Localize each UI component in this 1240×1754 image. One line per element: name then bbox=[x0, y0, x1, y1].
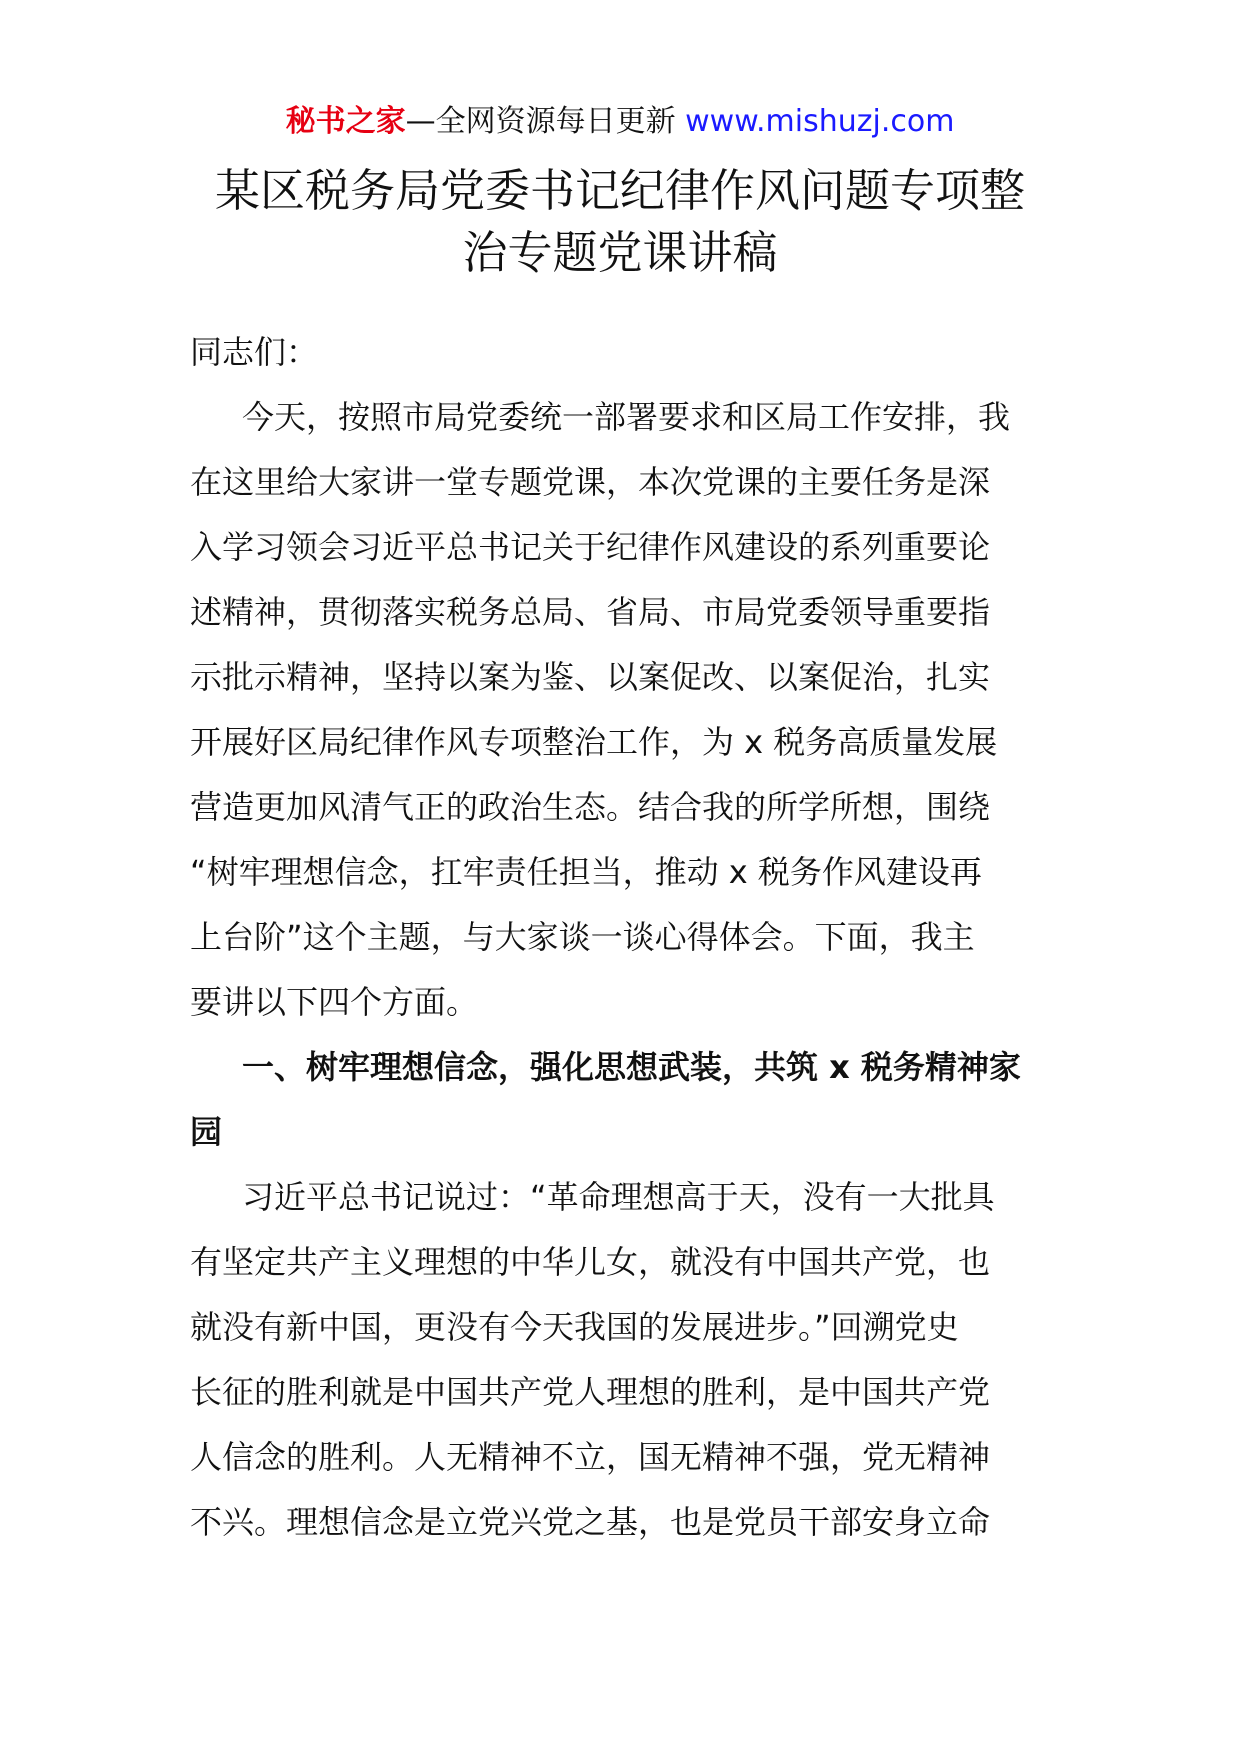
paragraph-line: 人信念的胜利。人无精神不立，国无精神不强，党无精神 bbox=[190, 1438, 991, 1476]
paragraph-line: 要讲以下四个方面。 bbox=[190, 983, 479, 1021]
paragraph-line: 今天，按照市局党委统一部署要求和区局工作安排，我 bbox=[242, 398, 1011, 436]
salutation-text: 同志们： bbox=[190, 333, 319, 371]
title-line: 某区税务局党委书记纪律作风问题专项整 bbox=[214, 164, 1025, 217]
paragraph-line: 在这里给大家讲一堂专题党课，本次党课的主要任务是深 bbox=[190, 463, 991, 501]
salutation bbox=[190, 320, 1060, 385]
document-title bbox=[150, 160, 1090, 284]
paragraph-line: 有坚定共产主义理想的中华儿女，就没有中国共产党，也 bbox=[190, 1243, 991, 1281]
paragraph-line: 述精神，贯彻落实税务总局、省局、市局党委领导重要指 bbox=[190, 593, 991, 631]
brand-name: 秘书之家 bbox=[285, 104, 406, 139]
paragraph-line: 不兴。理想信念是立党兴党之基，也是党员干部安身立命 bbox=[190, 1503, 991, 1541]
website-link[interactable]: www.mishuzj.com bbox=[685, 104, 955, 139]
heading-line: 一、树牢理想信念，强化思想武装，共筑 x 税务精神家 bbox=[242, 1048, 1021, 1086]
brand-tagline: —全网资源每日更新 bbox=[405, 104, 676, 139]
title-line: 治专题党课讲稿 bbox=[462, 226, 778, 279]
paragraph-line: 开展好区局纪律作风专项整治工作，为 x 税务高质量发展 bbox=[190, 723, 998, 761]
document-body bbox=[190, 320, 1060, 1555]
paragraph-line: 营造更加风清气正的政治生态。结合我的所学所想，围绕 bbox=[190, 788, 991, 826]
paragraph-section-1 bbox=[190, 1165, 1060, 1555]
section-heading-1 bbox=[190, 1035, 1060, 1165]
watermark-banner bbox=[0, 100, 1240, 144]
paragraph-intro bbox=[190, 385, 1060, 1035]
paragraph-line: “树牢理想信念，扛牢责任担当，推动 x 税务作风建设再 bbox=[190, 853, 982, 891]
paragraph-line: 入学习领会习近平总书记关于纪律作风建设的系列重要论 bbox=[190, 528, 991, 566]
heading-line: 园 bbox=[190, 1113, 223, 1151]
paragraph-line: 上台阶”这个主题，与大家谈一谈心得体会。下面，我主 bbox=[190, 918, 975, 956]
paragraph-line: 长征的胜利就是中国共产党人理想的胜利，是中国共产党 bbox=[190, 1373, 991, 1411]
paragraph-line: 就没有新中国，更没有今天我国的发展进步。”回溯党史 bbox=[190, 1308, 959, 1346]
paragraph-line: 示批示精神，坚持以案为鉴、以案促改、以案促治，扎实 bbox=[190, 658, 991, 696]
paragraph-line: 习近平总书记说过：“革命理想高于天，没有一大批具 bbox=[242, 1178, 995, 1216]
